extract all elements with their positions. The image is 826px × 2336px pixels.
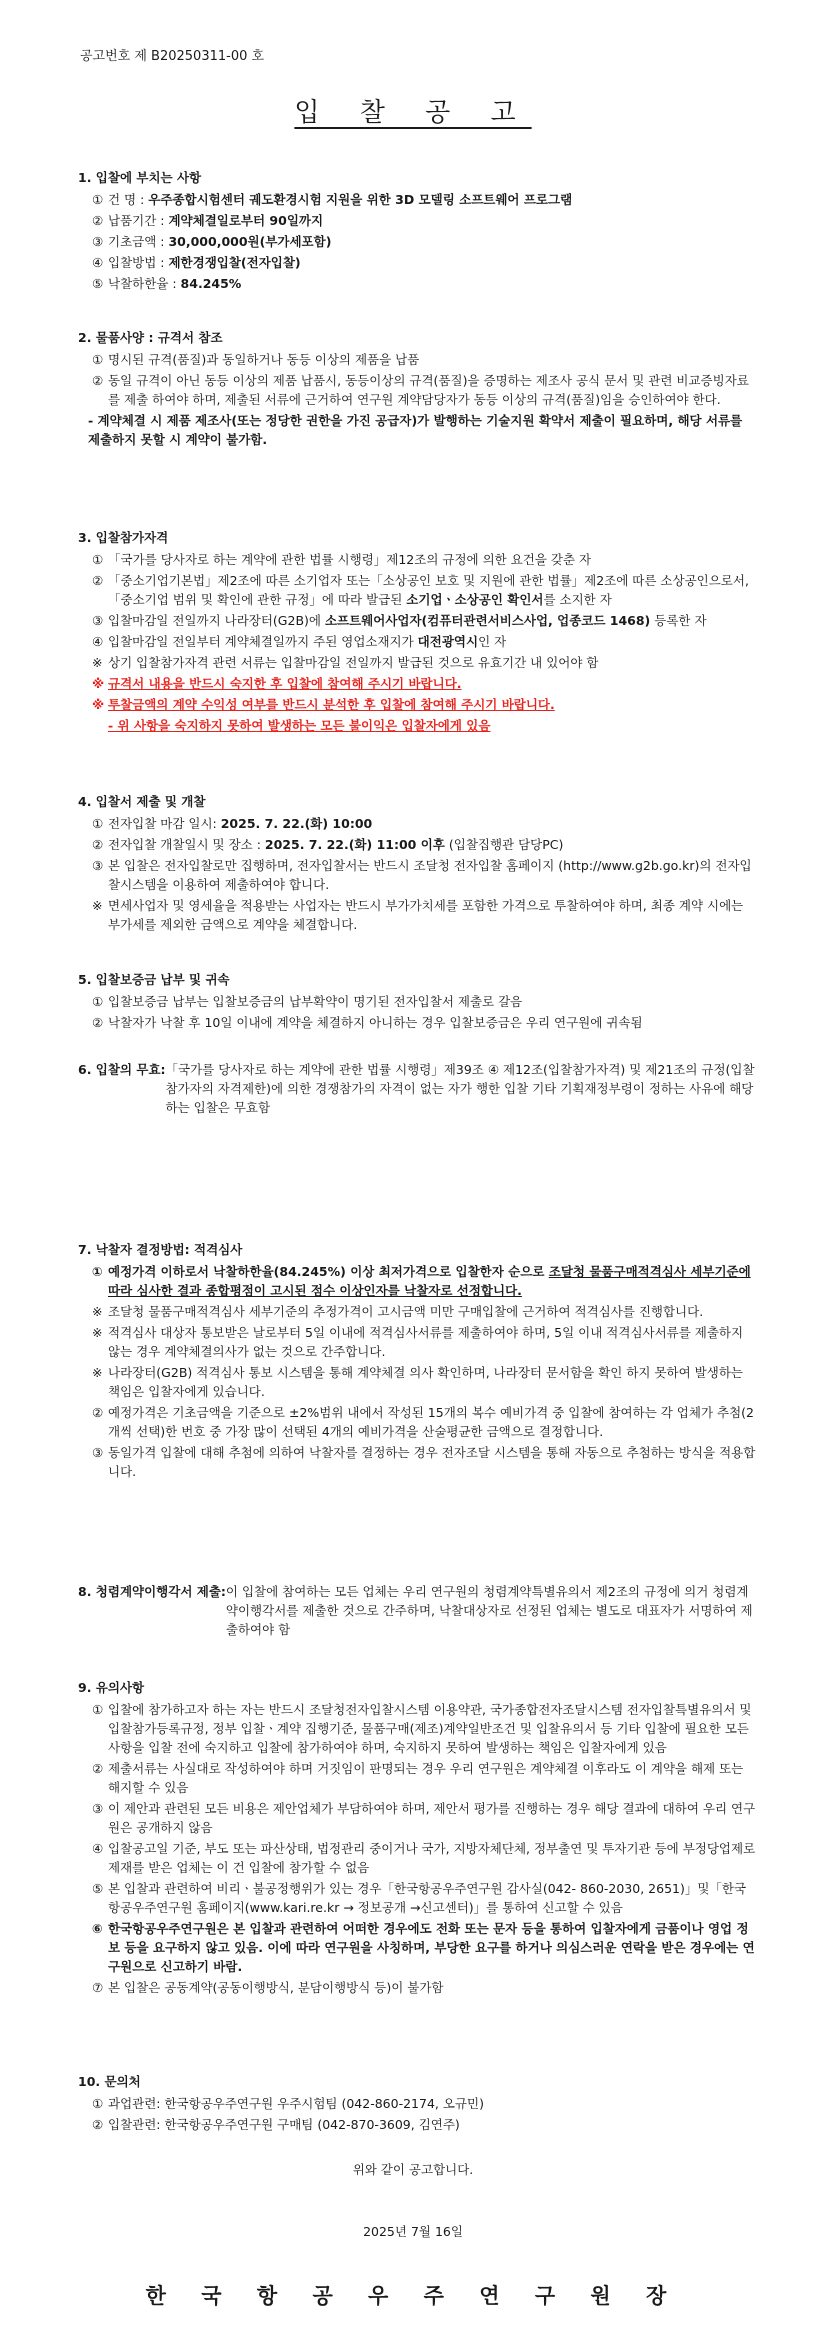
asterisk-icon: ※	[92, 898, 103, 913]
integrity-pledge-clause: 8. 청렴계약이행각서 제출: 이 입찰에 참여하는 모든 업체는 우리 연구원의 청렴계약특별유의서 제2조의 규정에 의거 청렴계약이행각서를 제출한 것으로 간주하며, 낙찰대상자로 선정된 업체는 별도로 대표자가 서명하여 제출하여야 함	[78, 1584, 753, 1637]
asterisk-icon: ※	[92, 697, 105, 712]
list-item: ② 납품기간 : 계약체결일로부터 90일까지	[92, 213, 324, 228]
note-item: ※ 면세사업자 및 영세율을 적용받는 사업자는 반드시 부가가치세를 포함한 가격으로 투찰하여야 하며, 최종 계약 시에는 부가세를 제외한 금액으로 계약을 체결합니다.	[92, 898, 744, 932]
note-item: ※ 상기 입찰참가자격 관련 서류는 입찰마감일 전일까지 발급된 것으로 유효기간 내 있어야 함	[92, 655, 599, 670]
section-3	[78, 528, 758, 737]
list-item: ③ 기초금액 : 30,000,000원(부가세포함)	[92, 234, 332, 249]
section-heading: 10. 문의처	[78, 2074, 141, 2089]
note-item: ※ 조달청 물품구매적격심사 세부기준의 추정가격이 고시금액 미만 구매입찰에 근거하여 적격심사를 진행합니다.	[92, 1304, 704, 1319]
section-heading: 2. 물품사양 : 규격서 참조	[78, 330, 223, 345]
list-item: ③ 동일가격 입찰에 대해 추첨에 의하여 낙찰자를 결정하는 경우 전자조달 시스템을 통해 자동으로 추첨하는 방식을 적용합니다.	[92, 1445, 756, 1479]
list-item: ③ 입찰마감일 전일까지 나라장터(G2B)에 소프트웨어사업자(컴퓨터관련서비스사업, 업종코드 1468) 등록한 자	[92, 613, 707, 628]
list-item: ① 예정가격 이하로서 낙찰하한율(84.245%) 이상 최저가격으로 입찰한자 순으로 조달청 물품구매적격심사 세부기준에 따라 심사한 결과 종합평점이 고시된 점수 이상인자를 낙찰자로 선정합니다.	[92, 1264, 751, 1298]
list-item: ⑤ 낙찰하한율 : 84.245%	[92, 276, 242, 291]
section-2	[78, 328, 758, 449]
note-item: ※ 적격심사 대상자 통보받은 날로부터 5일 이내에 적격심사서류를 제출하여야 하며, 5일 이내 적격심사서류를 제출하지 않는 경우 계약체결의사가 없는 것으로 간주합니다.	[92, 1325, 744, 1359]
list-item: ① 과업관련: 한국항공우주연구원 우주시험팀 (042-860-2174, 오규민)	[92, 2096, 484, 2111]
title-text: 입 찰 공 고	[294, 98, 532, 128]
section-heading: 1. 입찰에 부치는 사항	[78, 170, 202, 185]
list-item: ③ 본 입찰은 전자입찰로만 집행하며, 전자입찰서는 반드시 조달청 전자입찰 홈페이지 (http://www.g2b.go.kr)의 전자입찰시스템을 이용하여 제출하여야 합니다.	[92, 858, 752, 892]
list-item: ④ 입찰공고일 기준, 부도 또는 파산상태, 법정관리 중이거나 국가, 지방자체단체, 정부출연 및 투자기관 등에 부정당업제로 제재를 받은 업체는 이 건 입찰에 참가할 수 없음	[92, 1841, 756, 1875]
list-item: ② 입찰관련: 한국항공우주연구원 구매팀 (042-870-3609, 김연주)	[92, 2117, 460, 2132]
note-item: ※ 나라장터(G2B) 적격심사 통보 시스템을 통해 계약체결 의사 확인하며, 나라장터 문서함을 확인 하지 못하여 발생하는 책임은 입찰자에게 있습니다.	[92, 1365, 743, 1399]
list-item: ① 「국가를 당사자로 하는 계약에 관한 법률 시행령」제12조의 규정에 의한 요건을 갖춘 자	[92, 552, 592, 567]
list-item: ② 예정가격은 기초금액을 기준으로 ±2%범위 내에서 작성된 15개의 복수 예비가격 중 입찰에 참여하는 각 업체가 추첨(2개씩 선택)한 번호 중 가장 많이 선택된 4개의 예비가격을 산술평균한 금액으로 결정합니다.	[92, 1405, 754, 1439]
notice-date: 2025년 7월 16일	[363, 2224, 463, 2239]
notice-number: 공고번호 제 B20250311-00 호	[80, 49, 265, 64]
section-7	[78, 1240, 758, 1483]
list-item: ⑤ 본 입찰과 관련하여 비리ㆍ불공정행위가 있는 경우「한국항공우주연구원 감사실(042- 860-2030, 2651)」및「한국항공우주연구원 홈페이지(www.kari.re.kr → 정보공개 →신고센터)」를 통하여 신고할 수 있음	[92, 1881, 747, 1915]
section-heading: 3. 입찰참가자격	[78, 530, 169, 545]
warning-item: - 위 사항을 숙지하지 못하여 발생하는 모든 불이익은 입찰자에게 있음	[108, 718, 491, 733]
closing-statement: 위와 같이 공고합니다.	[352, 2162, 474, 2177]
list-item: ① 전자입찰 마감 일시: 2025. 7. 22.(화) 10:00	[92, 816, 373, 831]
section-4	[78, 792, 758, 936]
section-9	[78, 1678, 758, 1999]
section-8	[78, 1582, 758, 1639]
list-item: ② 「중소기업기본법」제2조에 따른 소기업자 또는「소상공인 보호 및 지원에 관한 법률」제2조에 따른 소상공인으로서,「중소기업 범위 및 확인에 관한 규정」에 따라 발급된 소기업ㆍ소상공인 확인서를 소지한 자	[92, 573, 749, 607]
asterisk-icon: ※	[92, 1365, 103, 1380]
list-item: ① 명시된 규격(품질)과 동일하거나 동등 이상의 제품을 납품	[92, 352, 420, 367]
asterisk-icon: ※	[92, 676, 105, 691]
asterisk-icon: ※	[92, 655, 103, 670]
section-heading: 4. 입찰서 제출 및 개찰	[78, 794, 206, 809]
section-6	[78, 1060, 758, 1117]
requirement-note: - 계약체결 시 제품 제조사(또는 정당한 권한을 가진 공급자)가 발행하는 기술지원 확약서 제출이 필요하며, 해당 서류를 제출하지 못할 시 계약이 불가함.	[88, 413, 743, 447]
section-heading: 5. 입찰보증금 납부 및 귀속	[78, 972, 230, 987]
section-heading: 9. 유의사항	[78, 1680, 145, 1695]
asterisk-icon: ※	[92, 1304, 103, 1319]
issuer-organization: 한 국 항 공 우 주 연 구 원 장	[145, 2284, 681, 2308]
list-item: ④ 입찰마감일 전일부터 계약체결일까지 주된 영업소재지가 대전광역시인 자	[92, 634, 507, 649]
section-1	[78, 168, 758, 295]
list-item: ③ 이 제안과 관련된 모든 비용은 제안업체가 부담하여야 하며, 제안서 평가를 진행하는 경우 해당 결과에 대하여 우리 연구원은 공개하지 않음	[92, 1801, 756, 1835]
asterisk-icon: ※	[92, 1325, 103, 1340]
page-title	[0, 92, 826, 129]
list-item: ① 건 명 : 우주종합시험센터 궤도환경시험 지원을 위한 3D 모델링 소프트웨어 프로그램	[92, 192, 573, 207]
section-5	[78, 970, 758, 1034]
list-item: ⑦ 본 입찰은 공동계약(공동이행방식, 분담이행방식 등)이 불가함	[92, 1980, 444, 1995]
list-item: ② 제출서류는 사실대로 작성하여야 하며 거짓임이 판명되는 경우 우리 연구원은 계약체결 이후라도 이 계약을 해제 또는 해지할 수 있음	[92, 1761, 744, 1795]
section-10	[78, 2072, 758, 2136]
warning-item: ※ 규격서 내용을 반드시 숙지한 후 입찰에 참여해 주시기 바랍니다.	[92, 676, 462, 691]
list-item: ④ 입찰방법 : 제한경쟁입찰(전자입찰)	[92, 255, 301, 270]
list-item: ① 입찰보증금 납부는 입찰보증금의 납부확약이 명기된 전자입찰서 제출로 갈음	[92, 994, 523, 1009]
list-item: ② 낙찰자가 낙찰 후 10일 이내에 계약을 체결하지 아니하는 경우 입찰보증금은 우리 연구원에 귀속됨	[92, 1015, 643, 1030]
list-item: ① 입찰에 참가하고자 하는 자는 반드시 조달청전자입찰시스템 이용약관, 국가종합전자조달시스템 전자입찰특별유의서 및 입찰참가등록규정, 정부 입찰ㆍ계약 집행기준, 물품구매(제조)계약일반조건 및 입찰유의서 등 기타 입찰에 필요한 모든 사항을 입찰 전에 숙지하고 입찰에 참가하여야 하며, 숙지하지 못하여 발생하는 책임은 입찰자에게 있음	[92, 1702, 752, 1755]
invalid-bid-clause: 6. 입찰의 무효: 「국가를 당사자로 하는 계약에 관한 법률 시행령」제39조 ④ 제12조(입찰참가자격) 및 제21조의 규정(입찰참가자의 자격제한)에 의한 경쟁참가의 자격이 없는 자가 행한 입찰 기타 기획재정부령이 정하는 사유에 해당하는 입찰은 무효함	[78, 1062, 755, 1115]
section-heading: 7. 낙찰자 결정방법: 적격심사	[78, 1242, 243, 1257]
warning-item: ※ 투찰금액의 계약 수익성 여부를 반드시 분석한 후 입찰에 참여해 주시기 바랍니다.	[92, 697, 555, 712]
list-item: ② 동일 규격이 아닌 동등 이상의 제품 납품시, 동등이상의 규격(품질)을 증명하는 제조사 공식 문서 및 관련 비교증빙자료를 제출 하여야 하며, 제출된 서류에 근거하여 연구원 계약담당자가 동등 이상의 규격(품질)임을 승인하여야 한다.	[92, 373, 749, 407]
list-item: ② 전자입찰 개찰일시 및 장소 : 2025. 7. 22.(화) 11:00 이후 (입찰집행관 담당PC)	[92, 837, 564, 852]
list-item: ⑥ 한국항공우주연구원은 본 입찰과 관련하여 어떠한 경우에도 전화 또는 문자 등을 통하여 입찰자에게 금품이나 영업 정보 등을 요구하지 않고 있음. 이에 따라 연구원을 사칭하며, 부당한 요구를 하거나 의심스러운 연락을 받은 경우에는 연구원으로 신고하기 바람.	[92, 1921, 755, 1974]
